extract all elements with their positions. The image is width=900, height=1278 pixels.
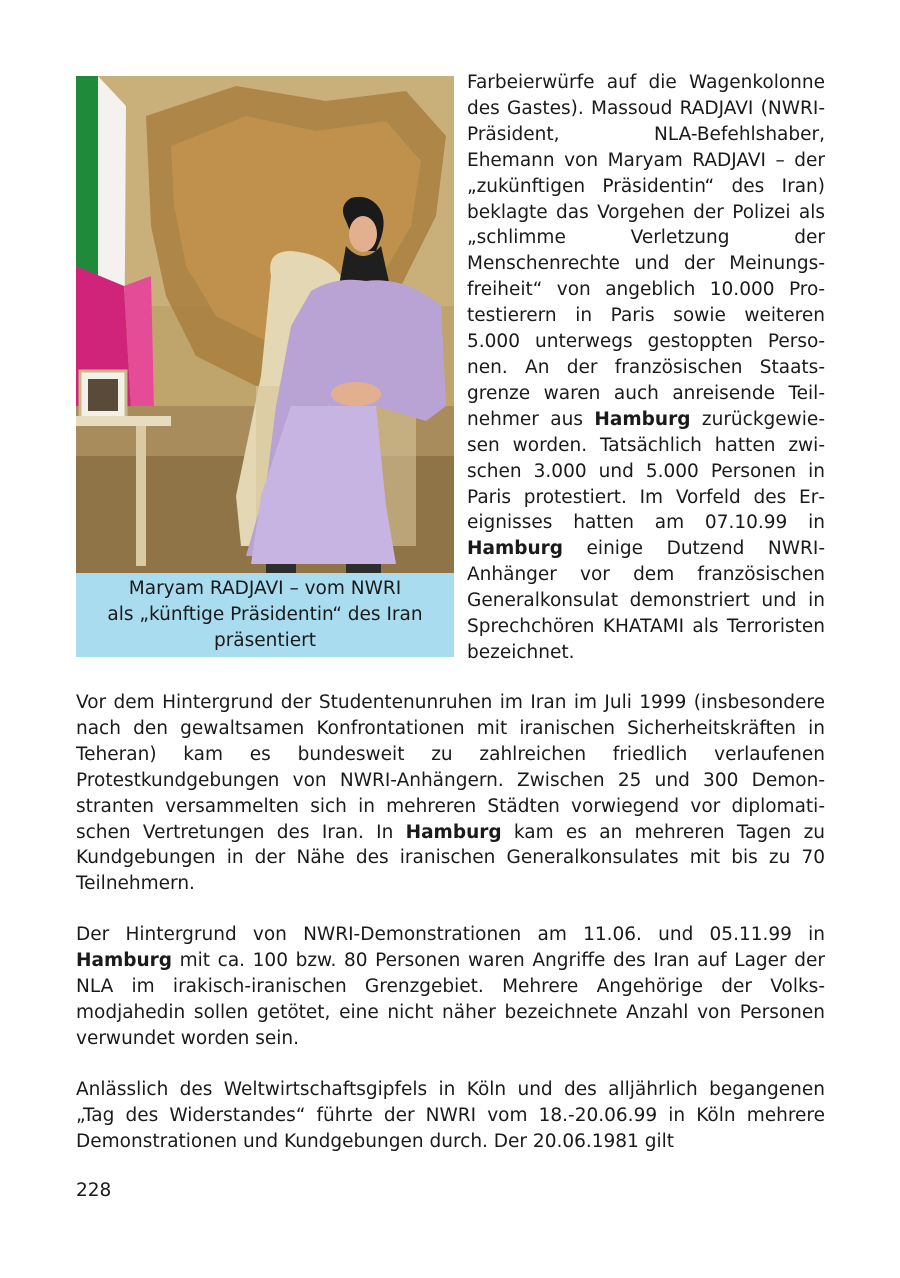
body-paragraph-1: [76, 690, 825, 897]
text-run: mit ca. 100 bzw. 80 Personen waren Angriffe des Iran auf Lager der NLA im irakisch-iranischen Grenzgebiet. Mehrere Angehörige der Volksmodjahedin sollen getötet, eine nicht näher bezeichnete Anzahl von Personen verwundet worden sein.: [76, 949, 825, 1049]
caption-line-3: präsentiert: [213, 630, 317, 651]
text-run: Anlässlich des Weltwirtschaftsgipfels in Köln und des alljährlich begangenen „Tag des Widerstandes“ führte der NWRI vom 18.-20.06.99 in Köln mehrere Demonstrationen und Kundgebungen durch. Der 20.06.1981 gilt: [76, 1079, 825, 1152]
caption-line-1: Maryam RADJAVI – vom NWRI: [128, 578, 402, 599]
column-paragraph: [467, 70, 825, 666]
text-run: zurückgewiesen worden. Tatsächlich hatten zwischen 3.000 und 5.000 Personen in Paris protestiert. Im Vorfeld des Ereignisses hatten am 07.10.99 in: [467, 408, 826, 534]
bold-place-name: Hamburg: [76, 949, 173, 971]
page-number: 228: [76, 1180, 112, 1201]
body-paragraph-2: [76, 922, 825, 1052]
text-run: Farbeierwürfe auf die Wagenkolonne des Gastes). Massoud RADJAVI (NWRI-Präsident, NLA-Befehlshaber, Ehemann von Maryam RADJAVI – der „zukünftigen Präsidentin“ des Iran) beklagte das Vorgehen der Polizei als „schlimme Verletzung der Menschenrechte und der Meinungsfreiheit“ von angeblich 10.000 Protestierern in Paris sowie weiteren 5.000 unterwegs gestoppten Personen. An der französischen Staatsgrenze waren auch anreisende Teilnehmer aus: [467, 72, 825, 430]
photo-figure: [76, 76, 454, 657]
bold-place-name: Hamburg: [405, 821, 502, 843]
text-run: kam es an mehreren Tagen zu Kundgebungen in der Nähe des iranischen Generalkonsulates mit bis zu 70 Teilnehmern.: [76, 821, 825, 895]
text-run: einige Dutzend NWRI-Anhänger vor dem französischen Generalkonsulat demonstriert und in Sprechchören KHATAMI als Terroristen bezeichnet.: [467, 538, 825, 663]
bold-place-name: Hamburg: [467, 538, 564, 560]
portrait-photo: [76, 76, 454, 573]
text-run: Vor dem Hintergrund der Studentenunruhen im Iran im Juli 1999 (insbesondere nach den gewaltsamen Konfrontationen mit iranischen Sicherheitskräften in Teheran) kam es bundesweit zu zahlreichen friedlich verlaufenen Protestkundgebungen von NWRI-Anhängern. Zwischen 25 und 300 Demonstranten versammelten sich in mehreren Städten vorwiegend vor diplomatischen Vertretungen des Iran. In: [76, 692, 825, 843]
figure-caption: [76, 573, 454, 657]
caption-line-2: als „künftige Präsidentin“ des Iran: [107, 604, 423, 625]
body-paragraph-3: [76, 1077, 825, 1155]
text-run: Der Hintergrund von NWRI-Demonstrationen am 11.06. und 05.11.99 in: [76, 924, 825, 945]
bold-place-name: Hamburg: [594, 408, 691, 430]
